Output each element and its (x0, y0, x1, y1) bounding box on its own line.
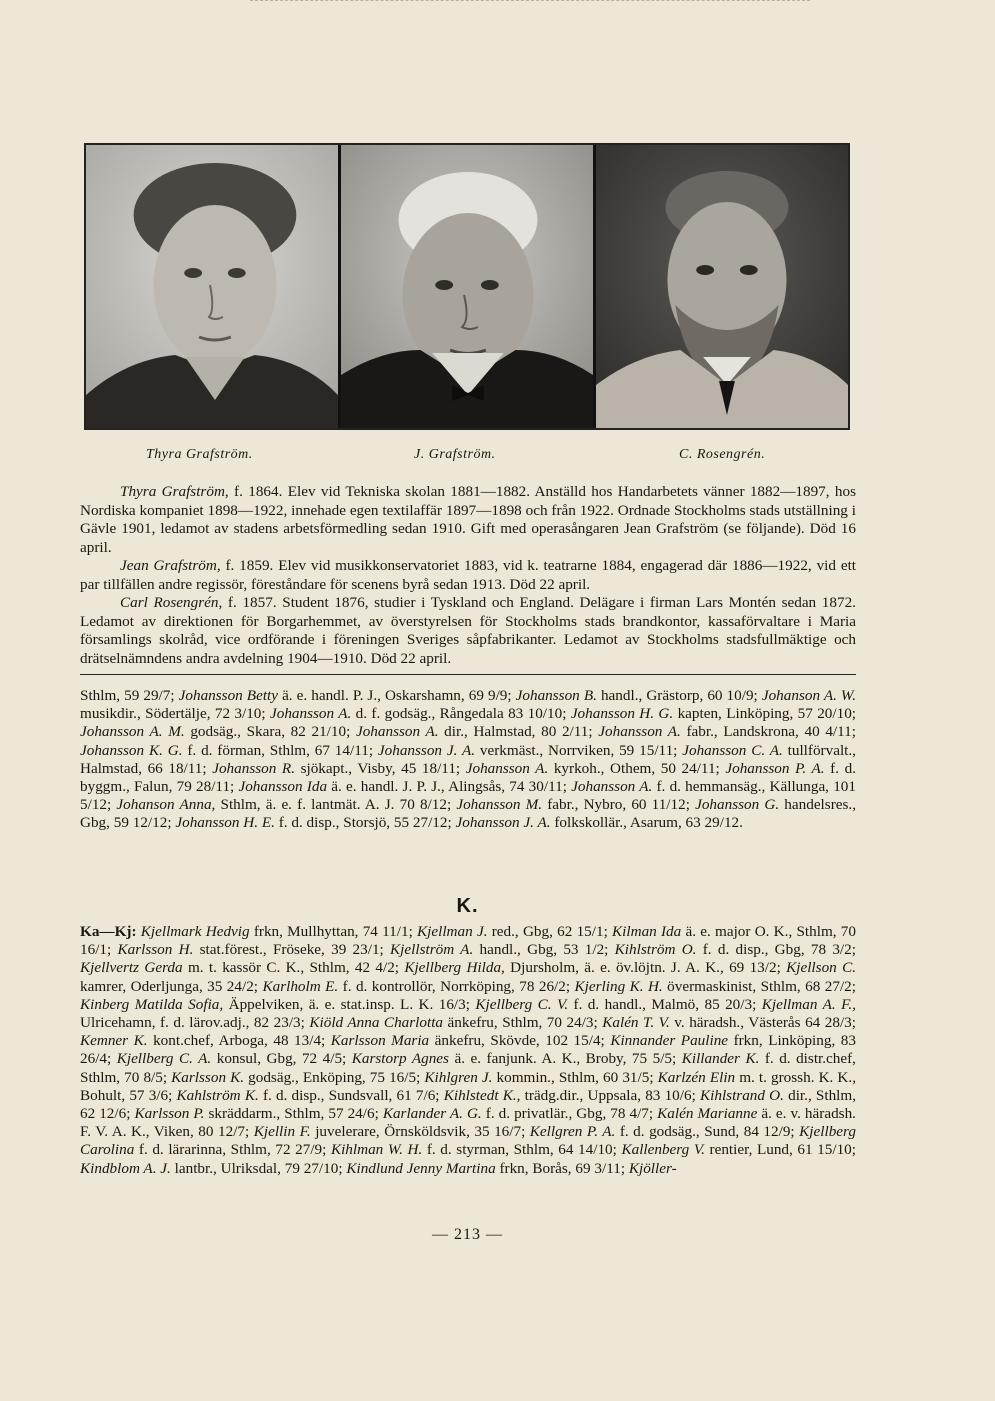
entry-details: trädg.dir., Uppsala, 83 10/6; (520, 1086, 700, 1104)
entry-details: dir., Sthlm, 62 12/6; (80, 1086, 857, 1123)
entry-details: kyrkoh., Othem, 50 24/11; (548, 759, 726, 777)
entry-name: Johanson A. W. (761, 687, 856, 704)
entry-details: f. d. hemmansäg., Källunga, 101 5/12; (80, 778, 856, 814)
entry-name: Johansson C. A. (682, 741, 783, 759)
entry-details: f. d. distr.chef, Sthlm, 70 8/5; (80, 1050, 856, 1086)
portrait-captions (84, 447, 850, 467)
entry-name: Kjellberg C. A. (116, 1050, 212, 1068)
section-divider (80, 674, 856, 675)
entry-details: f. d. handl., Malmö, 85 20/3; (568, 995, 762, 1013)
entry-details: kapten, Linköping, 57 20/10; (673, 705, 857, 723)
entry-details: f. d. styrman, Sthlm, 64 14/10; (422, 1141, 622, 1159)
bio-name: Jean Grafström, (120, 557, 221, 574)
section-heading-k: K. (456, 895, 479, 917)
entry-details: sjökapt., Visby, 45 18/11; (295, 759, 466, 777)
entry-details: skräddarm., Sthlm, 57 24/6; (204, 1105, 383, 1123)
entry-details: f. d. lärarinna, Sthlm, 72 27/9; (134, 1141, 331, 1159)
page-number: — 213 — (432, 1226, 503, 1243)
entry-details: ä. e. major O. K., Sthlm, 70 16/1; (80, 923, 856, 959)
entry-name: Kjerling K. H. (574, 977, 663, 995)
entry-name: Kjellman A. F., (761, 995, 856, 1013)
bio-text: f. 1864. Elev vid Tekniska skolan 1881—1882. Anställd hos Handarbetets vänner 1882—1897, hos Nordiska kompaniet 1898—1922, innehade egen textilaffär 1897—1898 och från 1922. Ordnade Stockholms stads utställning i Gävle 1901, ledamot av stadens arbetsförmedling sedan 1910. Gift med operasångaren Jean Grafström (se följande). Död 16 april. (80, 483, 856, 556)
entry-name: Karlsson Maria (330, 1032, 430, 1050)
entry-name: Johansson Ida (238, 778, 328, 796)
caption-j-grafstrom: J. Grafström. (414, 447, 496, 462)
entry-name: Kalén T. V. (602, 1014, 670, 1032)
entry-details: f. d. disp., Sundsvall, 61 7/6; (258, 1086, 444, 1104)
entry-name: Karlsson P. (134, 1105, 205, 1123)
entry-details: kamrer, Oderljunga, 35 24/2; (80, 977, 263, 995)
entry-details: f. d. byggm., Falun, 79 28/11; (80, 759, 857, 796)
entry-name: Johansson A. (571, 778, 653, 796)
entry-details: tullförvalt., Halmstad, 66 18/11; (80, 741, 856, 777)
entry-details: f. d. disp., Gbg, 78 3/2; (696, 941, 856, 959)
entry-details: fabr., Nybro, 60 11/12; (542, 796, 696, 814)
entry-name: Johansson A. (355, 723, 439, 741)
entry-name: Karlsson K. (171, 1068, 245, 1086)
entry-name: Kihlstedt K., (443, 1086, 521, 1104)
entry-name: Johansson A. (465, 759, 549, 777)
entry-details: Sthlm, 59 29/7; (80, 687, 179, 704)
bio-name: Thyra Grafström, (120, 483, 229, 500)
entry-details: änkefru, Sthlm, 70 24/3; (443, 1014, 603, 1032)
entry-details: övermaskinist, Sthlm, 68 27/2; (662, 977, 856, 995)
entry-name: Kjellvertz Gerda (80, 959, 183, 977)
entry-name: Kellgren P. A. (529, 1123, 616, 1141)
entry-details: kont.chef, Arboga, 48 13/4; (147, 1032, 331, 1050)
entry-details: f. d. disp., Storsjö, 55 27/12; (274, 814, 456, 832)
entry-details: verkmäst., Norrviken, 59 15/11; (475, 741, 683, 759)
entry-details: musikdir., Södertälje, 72 3/10; (80, 705, 270, 723)
entry-name: Johansson A. M. (80, 723, 185, 741)
entry-name: Johansson Betty (178, 687, 279, 704)
entry-details: frkn, Mullhyttan, 74 11/1; (249, 923, 418, 940)
entry-name: Kjellson C. (786, 959, 856, 977)
entry-details: f. d. privatlär., Gbg, 78 4/7; (481, 1105, 658, 1123)
entry-name: Karlzén Elin (657, 1068, 736, 1086)
entry-name: Kjellberg C. V. (475, 995, 569, 1013)
caption-c-rosengren: C. Rosengrén. (679, 447, 766, 462)
entry-details: stat.förest., Fröseke, 39 23/1; (193, 941, 391, 959)
entry-details: d. f. godsäg., Rångedala 83 10/10; (351, 705, 571, 723)
entry-name: Kiöld Anna Charlotta (309, 1014, 444, 1032)
entry-details: ä. e. handl. J. P. J., Alingsås, 74 30/11; (327, 778, 572, 796)
bio-text: f. 1857. Student 1876, studier i Tyskland och England. Delägare i firman Lars Montén sedan 1872. Ledamot av direktionen för Borgarhemmet, av överstyrelsen för Stockholms stads brandkontor, kassaförvaltare i Maria församlings skolråd, vice ordförande i föreningen Sveriges såpfabrikanter. Ledamot av Stockholms stadsfullmäktige och drätselnämndens andra avdelning 1904—1910. Död 22 april. (80, 594, 856, 667)
entry-details: handl., Gbg, 53 1/2; (473, 941, 615, 959)
entry-details: Sthlm, ä. e. f. lantmät. A. J. 70 8/12; (215, 796, 457, 814)
entry-name: Kihlgren J. (424, 1068, 493, 1086)
entry-name: Johansson M. (456, 796, 543, 814)
entry-details: Äppelviken, ä. e. stat.insp. L. K. 16/3; (223, 995, 476, 1013)
portrait-thyra-grafstrom (86, 145, 338, 428)
bio-text: f. 1859. Elev vid musikkonservatoriet 1883, vid k. teatrarne 1884, engagerad där 1886—1922, vid ett par tillfällen andre regissör, föreståndare för scenens byrå sedan 1913. Död 22 april. (80, 557, 857, 593)
entry-name: Johansson K. G. (80, 741, 183, 759)
entry-details: ä. e. fanjunk. A. K., Broby, 75 5/5; (448, 1050, 682, 1068)
entry-name: Karlholm E. (262, 977, 339, 995)
entry-name: Johansson P. A. (725, 759, 825, 777)
entry-details: kommin., Sthlm, 60 31/5; (492, 1068, 658, 1086)
entry-name: Johansson A. (270, 705, 352, 723)
entry-details: frkn, Linköping, 83 26/4; (80, 1032, 856, 1068)
entry-details: rentier, Lund, 61 15/10; (704, 1141, 856, 1159)
entry-name: Johansson H. G. (570, 705, 674, 723)
entry-name: Kalén Marianne (657, 1105, 758, 1123)
entry-details: godsäg., Skara, 82 21/10; (184, 723, 356, 741)
entry-name: Kjellin F. (253, 1123, 311, 1141)
entry-name: Kjellmark Hedvig (140, 923, 250, 940)
entry-details: änkefru, Skövde, 102 15/4; (429, 1032, 611, 1050)
entry-name: Kinberg Matilda Sofia, (80, 995, 224, 1013)
entry-details: frkn, Borås, 69 3/11; (495, 1159, 629, 1177)
entry-name: Karlander A. G. (382, 1105, 482, 1123)
entry-details: Ulricehamn, f. d. lärov.adj., 82 23/3; (80, 1014, 310, 1032)
obituary-list-j (80, 687, 856, 833)
entry-name: Johansson J. A. (455, 814, 551, 832)
entry-details: handl., Grästorp, 60 10/9; (596, 687, 762, 704)
entry-name: Kallenberg V. (621, 1141, 705, 1159)
entry-name: Kindlund Jenny Martina (346, 1159, 496, 1177)
entry-details: f. d. förman, Sthlm, 67 14/11; (182, 741, 378, 759)
entry-name: Kilman Ida (612, 923, 682, 940)
entry-name: Kindblom A. J. (80, 1159, 171, 1177)
bio-paragraph (80, 483, 856, 557)
entry-name: Kjellberg Hilda, (404, 959, 505, 977)
scan-edge-marks (250, 0, 810, 4)
alphabet-range: Ka—Kj: (80, 923, 137, 940)
bio-paragraph (80, 557, 856, 594)
entry-details: f. d. kontrollör, Norrköping, 78 26/2; (338, 977, 575, 995)
entry-name: Kjöller- (628, 1159, 677, 1177)
obituary-list-k (80, 923, 856, 1178)
entry-name: Kihlman W. H. (330, 1141, 423, 1159)
entry-name: Kemner K. (80, 1032, 148, 1050)
entry-details: Djursholm, ä. e. öv.löjtn. J. A. K., 69 13/2; (504, 959, 787, 977)
entry-details: handelsres., Gbg, 59 12/12; (80, 796, 856, 832)
entry-details: konsul, Gbg, 72 4/5; (211, 1050, 352, 1068)
portrait-j-grafstrom (341, 145, 593, 428)
entry-name: Johansson H. E. (175, 814, 275, 832)
entry-name: Killander K. (681, 1050, 760, 1068)
entry-details: godsäg., Enköping, 75 16/5; (244, 1068, 425, 1086)
entry-details: juvelerare, Örnsköldsvik, 35 16/7; (310, 1123, 530, 1141)
entry-details: ä. e. v. häradsh. F. V. A. K., Viken, 80 12/7; (80, 1105, 856, 1141)
entry-details: v. häradsh., Västerås 64 28/3; (669, 1014, 856, 1032)
entry-name: Johansson J. A. (377, 741, 476, 759)
portrait-row (84, 143, 850, 430)
entry-name: Kihlstrand O. (700, 1086, 784, 1104)
entry-name: Karstorp Agnes (351, 1050, 449, 1068)
entry-name: Kjellberg Carolina (80, 1123, 856, 1159)
biographies (80, 483, 856, 668)
entry-name: Kjellman J. (417, 923, 488, 940)
entry-details: dir., Halmstad, 80 2/11; (438, 723, 599, 741)
entry-name: Kihlström O. (614, 941, 697, 959)
entry-details: ä. e. handl. P. J., Oskarshamn, 69 9/9; (278, 687, 516, 704)
entry-details: f. d. godsäg., Sund, 84 12/9; (615, 1123, 800, 1141)
bio-paragraph (80, 594, 856, 668)
caption-thyra-grafstrom: Thyra Grafström. (146, 447, 253, 462)
entry-details: folkskollär., Asarum, 63 29/12. (550, 814, 743, 832)
entry-name: Kjellström A. (390, 941, 474, 959)
entry-details: lantbr., Ulriksdal, 79 27/10; (170, 1159, 347, 1177)
entry-name: Johansson A. (598, 723, 681, 741)
entry-name: Johansson G. (695, 796, 780, 814)
entry-name: Kahlström K. (176, 1086, 259, 1104)
entry-details: red., Gbg, 62 15/1; (487, 923, 613, 940)
entry-name: Johanson Anna, (116, 796, 216, 814)
entry-details: fabr., Landskrona, 40 4/11; (680, 723, 856, 741)
entry-details: m. t. kassör C. K., Sthlm, 42 4/2; (182, 959, 405, 977)
bio-name: Carl Rosengrén, (120, 594, 223, 611)
portrait-c-rosengren (596, 145, 848, 428)
entry-name: Johansson B. (515, 687, 597, 704)
entry-name: Karlsson H. (117, 941, 194, 959)
entry-details: m. t. grossh. K. K., Bohult, 57 3/6; (80, 1068, 856, 1104)
entry-name: Kinnander Pauline (610, 1032, 729, 1050)
entry-name: Johansson R. (212, 759, 295, 777)
